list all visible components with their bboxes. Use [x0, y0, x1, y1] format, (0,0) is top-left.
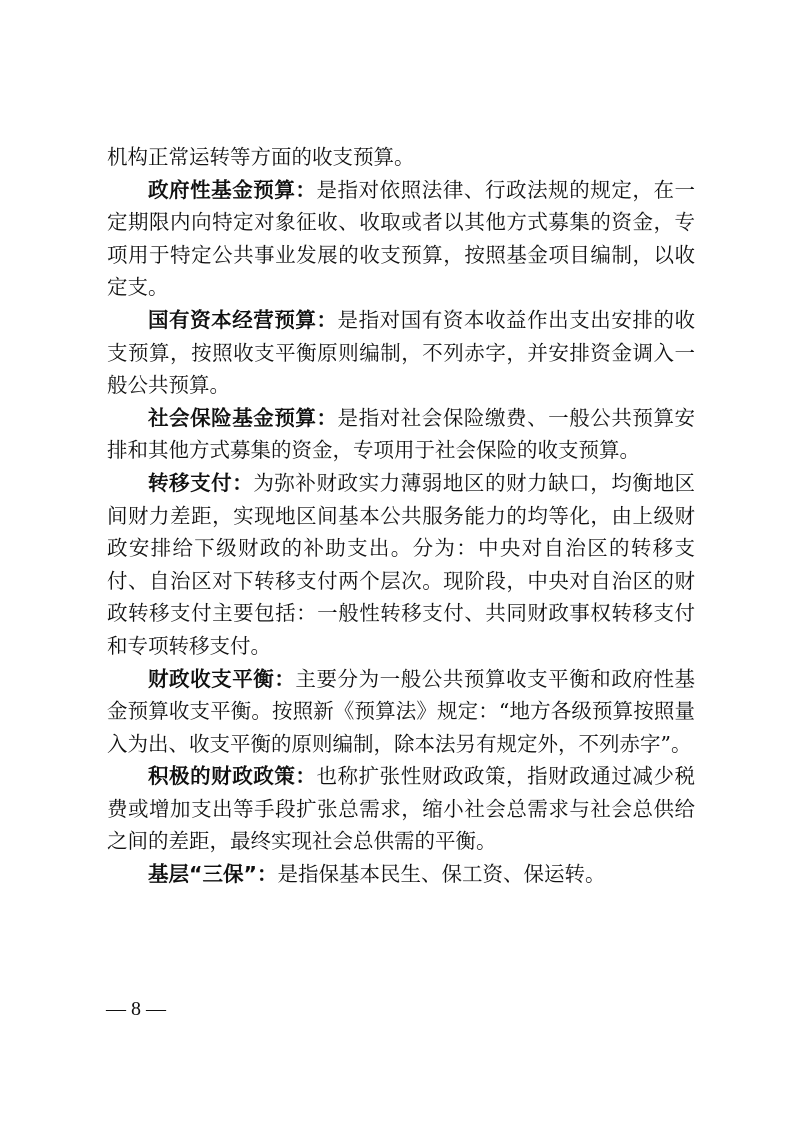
definition-term: 社会保险基金预算： — [148, 405, 338, 430]
definition-term: 国有资本经营预算： — [148, 307, 338, 332]
definition-term: 政府性基金预算： — [148, 177, 317, 202]
definition-text: 是指对国有资本收益作出支出安排的收支预算，按照收支平衡原则编制，不列赤字，并安排资金调入一般公共预算。 — [107, 307, 696, 398]
definition-text: 主要分为一般公共预算收支平衡和政府性基金预算收支平衡。按照新《预算法》规定：“地方各级预算按照量入为出、收支平衡的原则编制，除本法另有规定外，不列赤字”。 — [107, 666, 696, 756]
definition-term: 转移支付： — [148, 470, 254, 495]
definition-text: 为弥补财政实力薄弱地区的财力缺口，均衡地区间财力差距，实现地区间基本公共服务能力的均等化，由上级财政安排给下级财政的补助支出。分为：中央对自治区的转移支付、自治区对下转移支付两个层次。现阶段，中央对自治区的财政转移支付主要包括：一般性转移支付、共同财政事权转移支付和专项转移支付。 — [107, 470, 696, 658]
document-body — [107, 141, 695, 891]
definition-three-guarantees — [107, 858, 695, 891]
definition-text: 是指保基本民生、保工资、保运转。 — [277, 862, 606, 887]
definition-text: 也称扩张性财政政策，指财政通过减少税费或增加支出等手段扩张总需求，缩小社会总需求与社会总供给之间的差距，最终实现社会总供需的平衡。 — [107, 764, 696, 854]
definition-transfer-payment — [107, 467, 695, 663]
definition-text: 是指对依照法律、行政法规的规定，在一定期限内向特定对象征收、收取或者以其他方式募集的资金，专项用于特定公共事业发展的收支预算，按照基金项目编制，以收定支。 — [107, 177, 696, 300]
paragraph-continuation — [107, 141, 695, 174]
definition-government-fund-budget — [107, 174, 695, 304]
page-number: — 8 — — [106, 998, 166, 1020]
definition-fiscal-balance — [107, 663, 695, 761]
paragraph-text: 机构正常运转等方面的收支预算。 — [107, 145, 415, 169]
definition-term: 基层“三保”： — [148, 862, 278, 887]
definition-social-insurance-budget — [107, 402, 695, 467]
definition-text: 是指对社会保险缴费、一般公共预算安排和其他方式募集的资金，专项用于社会保险的收支预算。 — [107, 405, 696, 463]
definition-term: 财政收支平衡： — [148, 666, 296, 691]
definition-proactive-fiscal-policy — [107, 760, 695, 858]
definition-state-capital-budget — [107, 304, 695, 402]
definition-term: 积极的财政政策： — [148, 764, 317, 789]
